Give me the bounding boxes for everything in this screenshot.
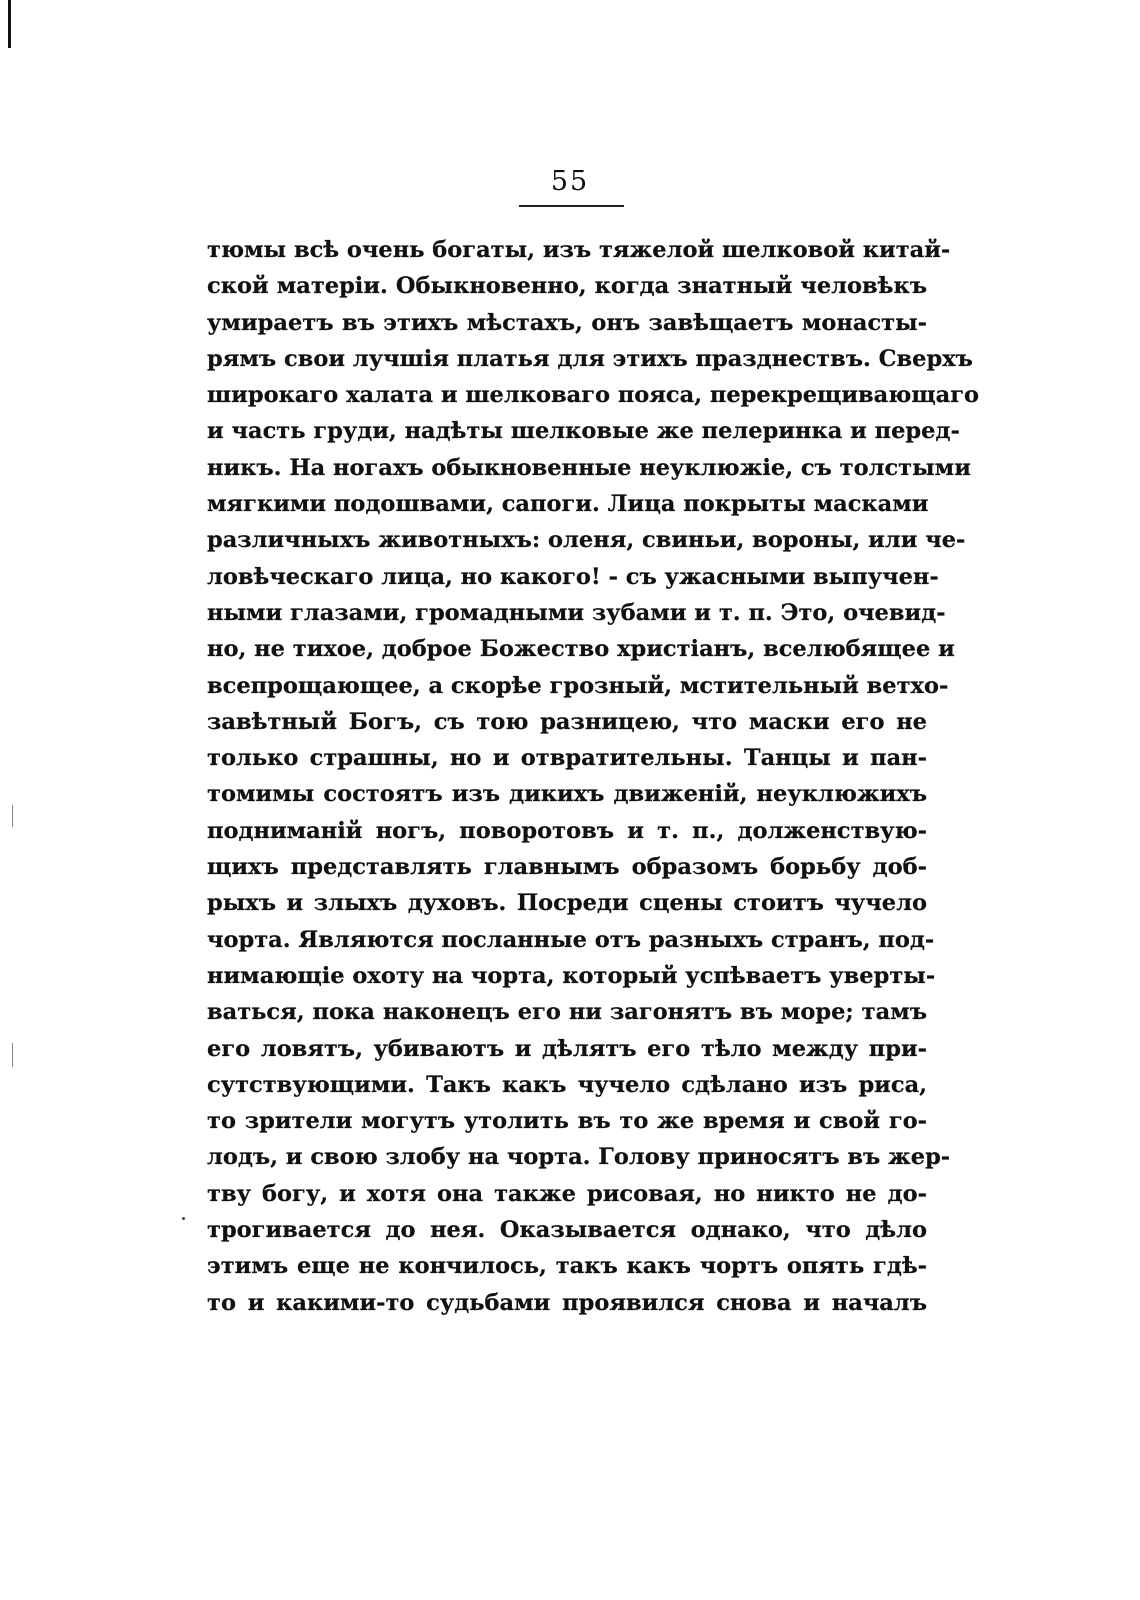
text-line: тву богу, и хотя она также рисовая, но никто не до- <box>207 1180 927 1207</box>
text-line: то и какими-то судьбами проявился снова и началъ <box>207 1289 927 1316</box>
page-number: 55 <box>550 166 590 197</box>
text-line: только страшны, но и отвратительны. Танцы и пан- <box>207 745 927 772</box>
text-line: но, не тихое, доброе Божество христіанъ, вселюбящее и <box>207 636 955 663</box>
text-line: его ловятъ, убиваютъ и дѣлятъ его тѣло между при- <box>207 1035 927 1062</box>
text-line: широкаго халата и шелковаго пояса, перекрещивающаго <box>207 382 980 409</box>
body-text <box>207 232 980 1321</box>
text-line: завѣтный Богъ, съ тою разницею, что маски его не <box>207 708 927 735</box>
text-line: лодъ, и свою злобу на чорта. Голову приносятъ въ жер- <box>207 1144 951 1171</box>
scan-edge-mark <box>8 0 11 48</box>
text-line: различныхъ животныхъ: оленя, свиньи, вороны, или че- <box>207 527 966 554</box>
text-line: рыхъ и злыхъ духовъ. Посреди сцены стоитъ чучело <box>207 890 927 917</box>
text-line: щихъ представлять главнымъ образомъ борьбу доб- <box>207 854 927 881</box>
text-line: никъ. На ногахъ обыкновенные неуклюжіе, съ толстыми <box>207 454 971 481</box>
text-line: и часть груди, надѣты шелковые же пелеринка и перед- <box>207 418 960 445</box>
text-line: мягкими подошвами, сапоги. Лица покрыты масками <box>207 491 929 518</box>
text-line: томимы состоятъ изъ дикихъ движеній, неуклюжихъ <box>207 781 927 808</box>
text-line: ными глазами, громадными зубами и т. п. Это, очевид- <box>207 599 946 626</box>
text-line: сутствующими. Такъ какъ чучело сдѣлано изъ риса, <box>207 1071 927 1098</box>
header-rule <box>519 205 624 207</box>
text-line: ваться, пока наконецъ его ни загонятъ въ море; тамъ <box>207 999 927 1026</box>
text-line: умираетъ въ этихъ мѣстахъ, онъ завѣщаетъ монасты- <box>207 309 927 336</box>
text-line: ловѣческаго лица, но какого! - съ ужасными выпучен- <box>207 563 939 590</box>
text-line: трогивается до нея. Оказывается однако, что дѣло <box>207 1217 927 1244</box>
text-line: нимающіе охоту на чорта, который успѣваетъ уверты- <box>207 962 936 989</box>
text-line: ской матеріи. Обыкновенно, когда знатный человѣкъ <box>207 273 927 300</box>
text-line: всепрощающее, а скорѣе грозный, мстительный ветхо- <box>207 672 949 699</box>
text-line: рямъ свои лучшія платья для этихъ празднествъ. Сверхъ <box>207 345 973 372</box>
text-line: чорта. Являются посланные отъ разныхъ странъ, под- <box>207 926 935 953</box>
margin-mark <box>12 1043 13 1067</box>
text-line: подниманій ногъ, поворотовъ и т. п., долженствую- <box>207 817 927 844</box>
text-line: этимъ еще не кончилось, такъ какъ чортъ опять гдѣ- <box>207 1253 927 1280</box>
text-line: тюмы всѣ очень богаты, изъ тяжелой шелковой китай- <box>207 237 951 263</box>
margin-mark <box>12 805 13 827</box>
margin-dot <box>182 1217 185 1220</box>
text-line: то зрители могутъ утолить въ то же время и свой го- <box>207 1108 927 1135</box>
